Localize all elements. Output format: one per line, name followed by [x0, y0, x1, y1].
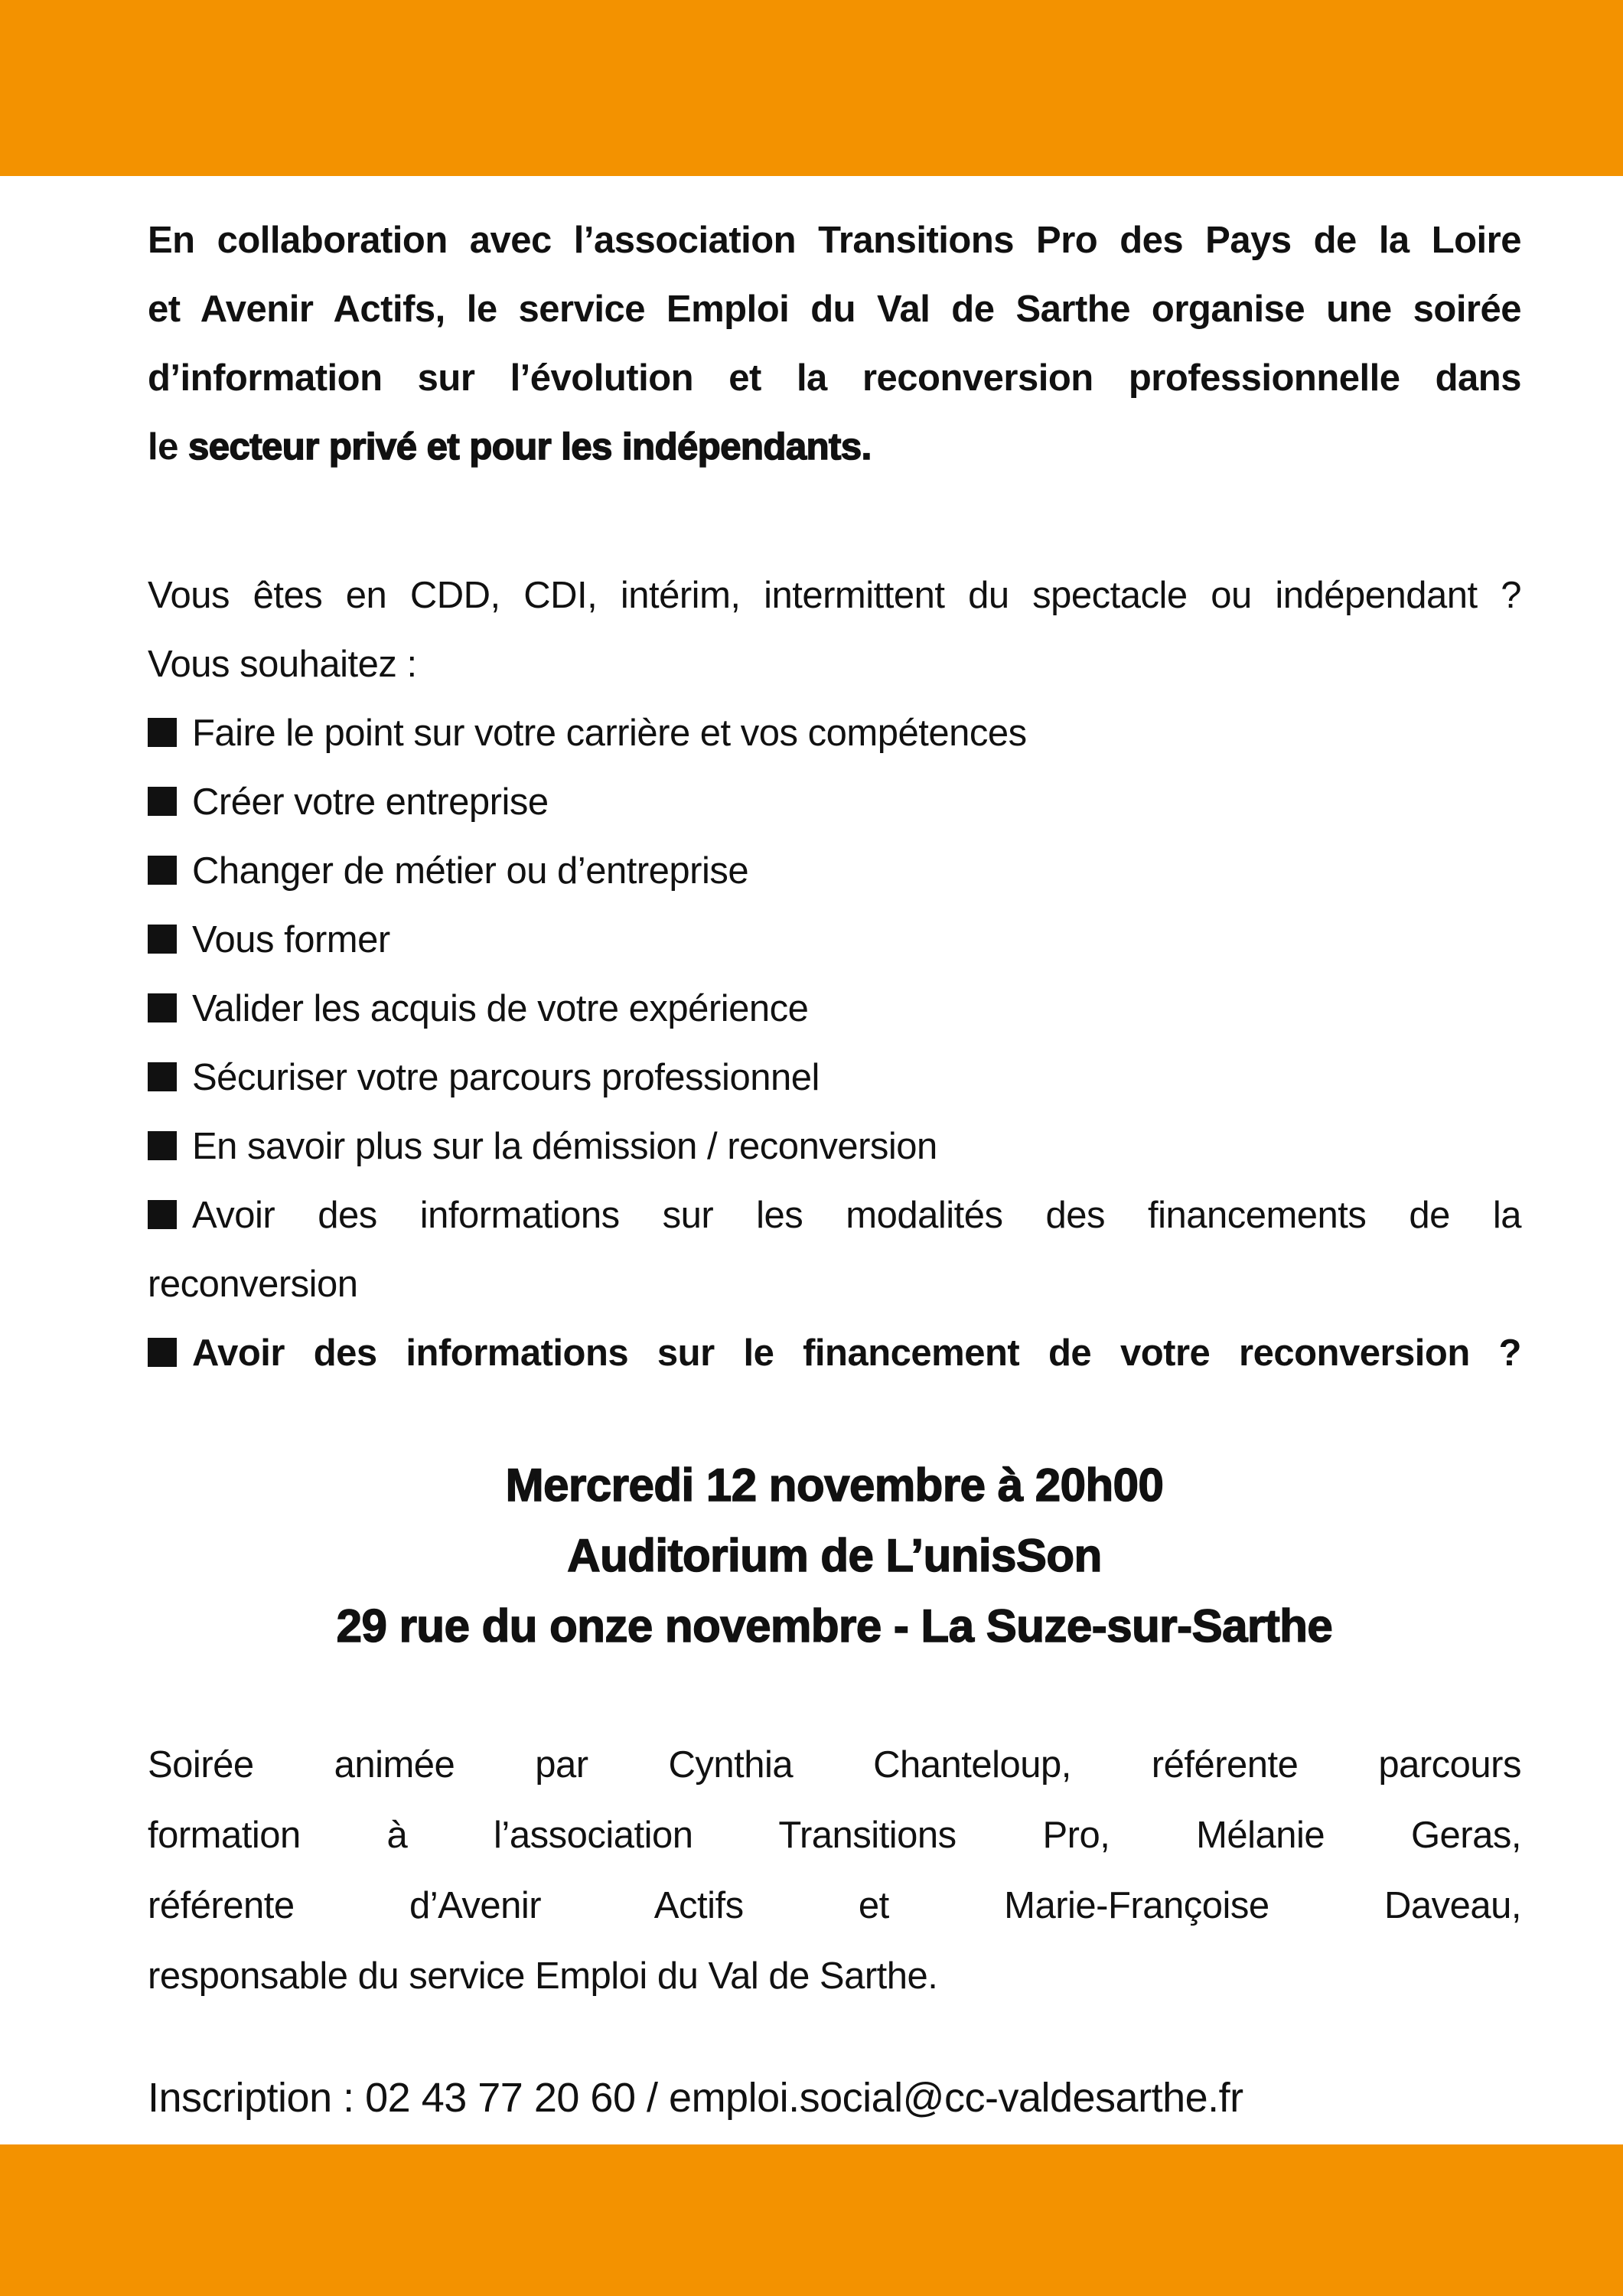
wish-item-label: Changer de métier ou d’entreprise — [192, 850, 749, 892]
bullet-square-icon — [148, 1338, 177, 1367]
hosts-line-2: formation à l’association Transitions Pro, Mélanie Geras, — [148, 1815, 1521, 1856]
wish-item — [148, 699, 1521, 768]
event-venue: Auditorium de L’unisSon — [567, 1530, 1102, 1581]
wish-item — [148, 1043, 1521, 1112]
registration-email: emploi.social@cc-valdesarthe.fr — [669, 2075, 1243, 2121]
bullet-square-icon — [148, 925, 177, 954]
hosts-line-1: Soirée animée par Cynthia Chanteloup, référente parcours — [148, 1744, 1521, 1786]
hosts-paragraph — [148, 1730, 1521, 2011]
hosts-line-4: responsable du service Emploi du Val de Sarthe. — [148, 1955, 938, 1997]
event-datetime: Mercredi 12 novembre à 20h00 — [505, 1459, 1164, 1511]
wish-item-wrap-continuation: reconversion — [148, 1264, 358, 1305]
intro-line-2: et Avenir Actifs, le service Emploi du Val de Sarthe organise une soirée — [148, 289, 1521, 330]
wish-item-label: Vous former — [192, 919, 390, 960]
bullet-square-icon — [148, 787, 177, 816]
wish-item — [148, 837, 1521, 905]
wish-item — [148, 768, 1521, 837]
top-orange-bar — [0, 0, 1623, 176]
audience-paragraph — [148, 561, 1521, 699]
event-block — [148, 1450, 1521, 1662]
audience-question: Vous êtes en CDD, CDI, intérim, intermittent du spectacle ou indépendant ? — [148, 575, 1521, 616]
wish-item-label: Faire le point sur votre carrière et vos compétences — [192, 713, 1027, 754]
intro-paragraph — [148, 206, 1521, 481]
intro-line-1: En collaboration avec l’association Transitions Pro des Pays de la Loire — [148, 220, 1521, 261]
bottom-orange-bar — [0, 2144, 1623, 2296]
wish-item-label: Créer votre entreprise — [192, 781, 549, 823]
wish-item-wrapped — [148, 1181, 1521, 1250]
wish-item-label: Sécuriser votre parcours professionnel — [192, 1057, 820, 1098]
wish-item — [148, 905, 1521, 974]
bullet-square-icon — [148, 1062, 177, 1091]
audience-lead: Vous souhaitez : — [148, 644, 417, 685]
registration-line — [148, 2074, 1521, 2122]
bullet-square-icon — [148, 1200, 177, 1229]
registration-phone: 02 43 77 20 60 — [365, 2075, 636, 2121]
intro-line-4-lead: le — [148, 426, 188, 468]
wish-list — [148, 699, 1521, 1388]
bullet-square-icon — [148, 718, 177, 747]
bullet-square-icon — [148, 993, 177, 1022]
registration-label: Inscription : — [148, 2075, 354, 2121]
intro-line-4-emphasis: secteur privé et pour les indépendants. — [187, 426, 872, 468]
bullet-square-icon — [148, 1131, 177, 1160]
wish-item-bold — [148, 1319, 1521, 1388]
intro-line-4 — [148, 413, 1521, 481]
wish-item — [148, 1112, 1521, 1181]
registration-separator: / — [647, 2075, 658, 2121]
wish-item-label: En savoir plus sur la démission / reconversion — [192, 1126, 937, 1167]
hosts-line-3: référente d’Avenir Actifs et Marie-Françoise Daveau, — [148, 1885, 1521, 1926]
wish-item-label: Avoir des informations sur le financement de votre reconversion ? — [192, 1332, 1521, 1374]
wish-item — [148, 974, 1521, 1043]
wish-item-label: Valider les acquis de votre expérience — [192, 988, 809, 1029]
wish-item-label: Avoir des informations sur les modalités des financements de la — [192, 1195, 1521, 1236]
intro-line-3: d’information sur l’évolution et la reconversion professionnelle dans — [148, 357, 1521, 399]
bullet-square-icon — [148, 856, 177, 885]
event-address: 29 rue du onze novembre - La Suze-sur-Sarthe — [336, 1600, 1333, 1652]
